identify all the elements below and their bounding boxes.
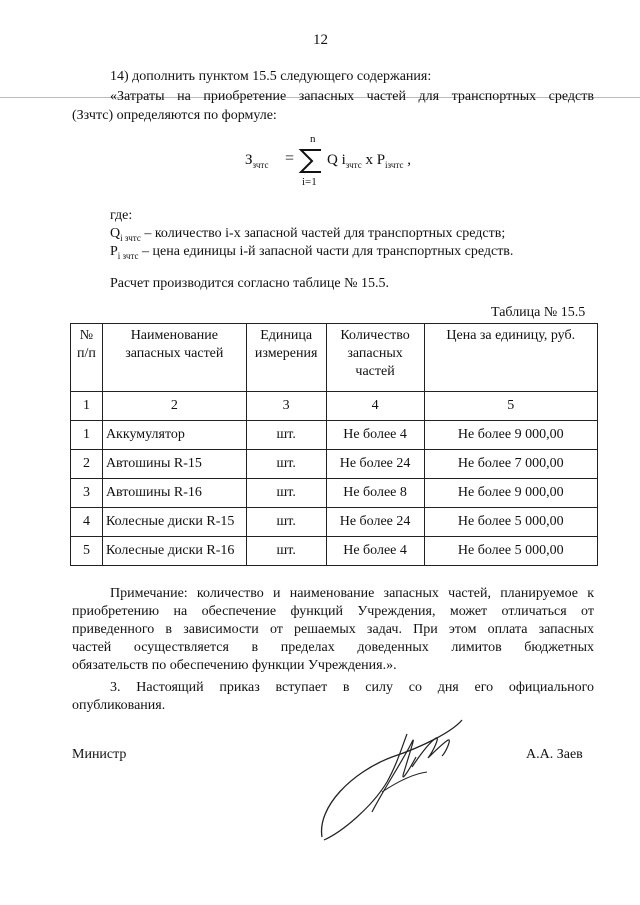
table-cell: 1 [71, 421, 103, 450]
table-cell: шт. [246, 479, 326, 508]
definition-p [110, 243, 594, 265]
note-line-5: обязательств по обеспечению функции Учреждения.». [72, 658, 397, 673]
table-cell: шт. [246, 421, 326, 450]
note-line-1: Примечание: количество и наименование запасных частей, планируемое к [110, 586, 594, 601]
item3-line-2: опубликования. [72, 698, 166, 713]
table-cell: 5 [71, 537, 103, 566]
definition-p-text: – цена единицы i-й запасной части для транспортных средств. [138, 244, 514, 259]
item3-line-1: 3. Настоящий приказ вступает в силу со дня его официального [110, 680, 594, 695]
quote-line-1: «Затраты на приобретение запасных частей для транспортных средств [110, 89, 594, 104]
formula-term1: Q i [327, 152, 346, 168]
table-row [71, 508, 598, 537]
table-cell: Не более 5 000,00 [424, 508, 597, 537]
formula-term2-sub: iзчтс [385, 160, 404, 170]
header-number: № п/п [71, 324, 103, 392]
where-label: где: [110, 208, 133, 223]
formula-lhs-sub: зчтс [252, 160, 269, 170]
header-unit: Единица измерения [246, 324, 326, 392]
table-cell: 4 [71, 508, 103, 537]
table-index-row [71, 392, 598, 421]
table-cell: Аккумулятор [102, 421, 246, 450]
definition-q-sub: i зчтс [120, 232, 141, 243]
table-cell: Автошины R-16 [102, 479, 246, 508]
signer-name: А.А. Заев [526, 747, 583, 762]
table-cell: 2 [71, 450, 103, 479]
definition-q-symbol: Q [110, 226, 121, 241]
page-number: 12 [313, 32, 328, 48]
table-cell: Не более 4 [326, 537, 424, 566]
formula-sum-lower: i=1 [302, 176, 317, 188]
table-cell: Автошины R-15 [102, 450, 246, 479]
table-caption: Таблица № 15.5 [491, 305, 586, 320]
table-cell: Колесные диски R-16 [102, 537, 246, 566]
table-cell: 5 [424, 392, 597, 421]
table-row [71, 537, 598, 566]
formula-term1-sub: зчтс [345, 160, 362, 170]
definition-q-text: – количество i-х запасной частей для транспортных средств; [140, 226, 506, 241]
definition-p-sub: i зчтс [117, 250, 139, 261]
table-row [71, 479, 598, 508]
table-cell: 3 [71, 479, 103, 508]
header-price: Цена за единицу, руб. [424, 324, 597, 392]
table-cell: Не более 7 000,00 [424, 450, 597, 479]
handwritten-signature [312, 712, 472, 852]
table-cell: Не более 4 [326, 421, 424, 450]
table-cell: 4 [326, 392, 424, 421]
table-row [71, 421, 598, 450]
table-cell: 2 [102, 392, 246, 421]
table-cell: Не более 24 [326, 508, 424, 537]
table-cell: Не более 9 000,00 [424, 421, 597, 450]
amendment-intro: 14) дополнить пунктом 15.5 следующего содержания: [110, 69, 432, 84]
formula-lhs: З [245, 152, 253, 168]
table-cell: Не более 8 [326, 479, 424, 508]
formula-term2: P [376, 152, 386, 168]
calculation-note: Расчет производится согласно таблице № 15.5. [110, 276, 389, 291]
definition-p-symbol: P [110, 244, 118, 259]
table-cell: Не более 9 000,00 [424, 479, 597, 508]
formula-sum-upper: n [310, 133, 316, 145]
header-name: Наименование запасных частей [102, 324, 246, 392]
table-cell: 1 [71, 392, 103, 421]
note-line-4: частей осуществляется в пределах доведенных лимитов бюджетных [72, 640, 594, 655]
table-cell: шт. [246, 537, 326, 566]
formula-times: х [365, 152, 373, 168]
table-header-row [71, 324, 598, 392]
signer-title: Министр [72, 747, 127, 762]
table-cell: 3 [246, 392, 326, 421]
note-line-2: приобретению на обеспечение функций Учреждения, может отличаться от [72, 604, 594, 619]
formula-equals: = [285, 150, 295, 167]
table-cell: Не более 24 [326, 450, 424, 479]
header-quantity: Количество запасных частей [326, 324, 424, 392]
sigma-icon [298, 146, 324, 176]
table-cell: Колесные диски R-15 [102, 508, 246, 537]
table-cell: шт. [246, 508, 326, 537]
table-row [71, 450, 598, 479]
note-line-3: приведенного в зависимости от решаемых задач. При этом оплата запасных [72, 622, 594, 637]
formula-tail: , [407, 152, 411, 168]
spare-parts-table [70, 323, 598, 566]
quote-line-2: (Ззчтс) определяются по формуле: [72, 108, 277, 123]
table-cell: Не более 5 000,00 [424, 537, 597, 566]
table-cell: шт. [246, 450, 326, 479]
